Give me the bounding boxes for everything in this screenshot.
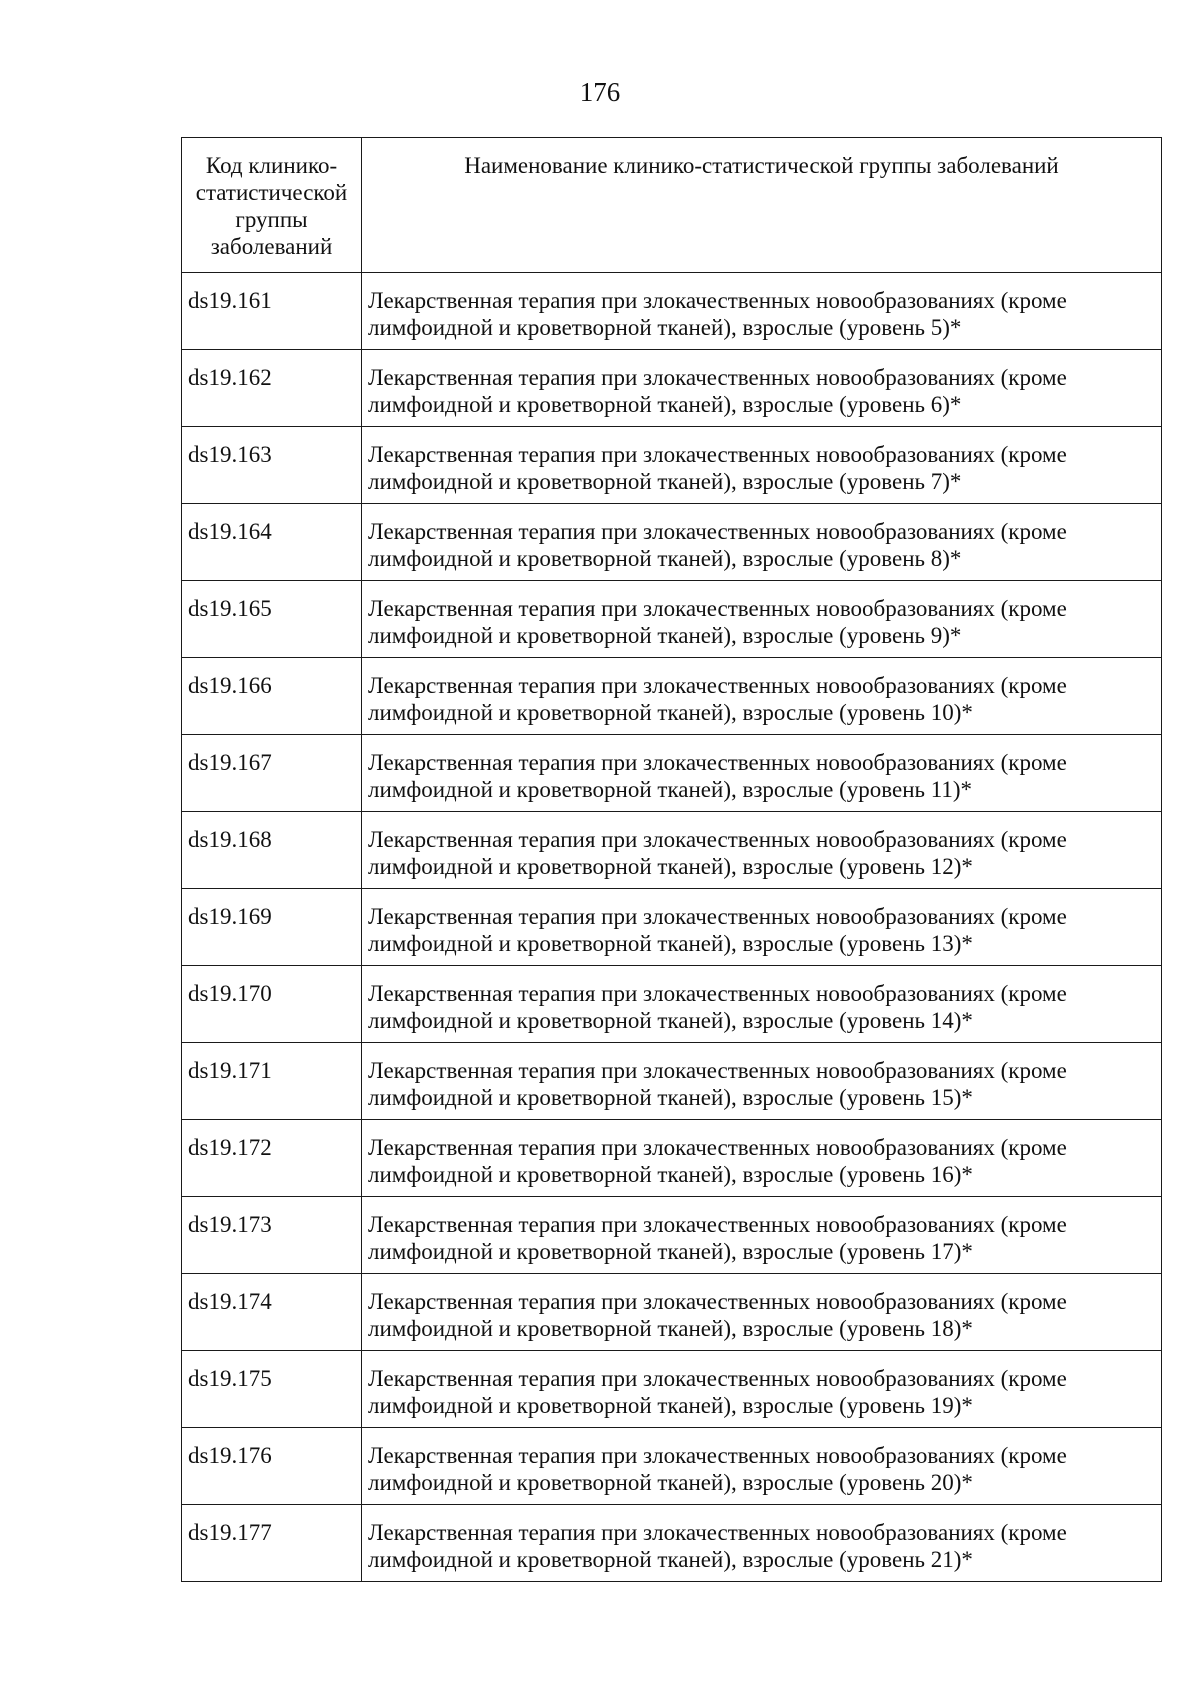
- row-code: ds19.174: [182, 1274, 362, 1351]
- row-name: Лекарственная терапия при злокачественных новообразованиях (кроме лимфоидной и кроветворной тканей), взрослые (уровень 9)*: [362, 581, 1162, 658]
- table-row: [182, 1197, 1162, 1274]
- table-row: [182, 966, 1162, 1043]
- table-row: [182, 1120, 1162, 1197]
- row-code: ds19.164: [182, 504, 362, 581]
- row-code: ds19.161: [182, 273, 362, 350]
- kpg-table: [181, 137, 1162, 1582]
- row-name: Лекарственная терапия при злокачественных новообразованиях (кроме лимфоидной и кроветворной тканей), взрослые (уровень 5)*: [362, 273, 1162, 350]
- table-row: [182, 889, 1162, 966]
- row-code: ds19.165: [182, 581, 362, 658]
- table-row: [182, 1351, 1162, 1428]
- row-code: ds19.171: [182, 1043, 362, 1120]
- row-name: Лекарственная терапия при злокачественных новообразованиях (кроме лимфоидной и кроветворной тканей), взрослые (уровень 20)*: [362, 1428, 1162, 1505]
- table-row: [182, 581, 1162, 658]
- table-row: [182, 504, 1162, 581]
- row-name: Лекарственная терапия при злокачественных новообразованиях (кроме лимфоидной и кроветворной тканей), взрослые (уровень 21)*: [362, 1505, 1162, 1582]
- page-number: 176: [579, 77, 621, 107]
- table-row: [182, 273, 1162, 350]
- row-name: Лекарственная терапия при злокачественных новообразованиях (кроме лимфоидной и кроветворной тканей), взрослые (уровень 11)*: [362, 735, 1162, 812]
- table-header-row: [182, 138, 1162, 273]
- row-code: ds19.176: [182, 1428, 362, 1505]
- table-body: [182, 273, 1162, 1582]
- row-code: ds19.175: [182, 1351, 362, 1428]
- row-name: Лекарственная терапия при злокачественных новообразованиях (кроме лимфоидной и кроветворной тканей), взрослые (уровень 10)*: [362, 658, 1162, 735]
- row-name: Лекарственная терапия при злокачественных новообразованиях (кроме лимфоидной и кроветворной тканей), взрослые (уровень 13)*: [362, 889, 1162, 966]
- table-header: [182, 138, 1162, 273]
- row-code: ds19.163: [182, 427, 362, 504]
- table-row: [182, 812, 1162, 889]
- row-code: ds19.162: [182, 350, 362, 427]
- row-code: ds19.166: [182, 658, 362, 735]
- row-name: Лекарственная терапия при злокачественных новообразованиях (кроме лимфоидной и кроветворной тканей), взрослые (уровень 19)*: [362, 1351, 1162, 1428]
- row-code: ds19.169: [182, 889, 362, 966]
- row-name: Лекарственная терапия при злокачественных новообразованиях (кроме лимфоидной и кроветворной тканей), взрослые (уровень 12)*: [362, 812, 1162, 889]
- row-code: ds19.172: [182, 1120, 362, 1197]
- row-name: Лекарственная терапия при злокачественных новообразованиях (кроме лимфоидной и кроветворной тканей), взрослые (уровень 17)*: [362, 1197, 1162, 1274]
- row-name: Лекарственная терапия при злокачественных новообразованиях (кроме лимфоидной и кроветворной тканей), взрослые (уровень 8)*: [362, 504, 1162, 581]
- header-code: Код клинико-статистической группы заболеваний: [182, 138, 362, 273]
- row-name: Лекарственная терапия при злокачественных новообразованиях (кроме лимфоидной и кроветворной тканей), взрослые (уровень 18)*: [362, 1274, 1162, 1351]
- row-code: ds19.168: [182, 812, 362, 889]
- row-code: ds19.170: [182, 966, 362, 1043]
- table-row: [182, 735, 1162, 812]
- table-row: [182, 1428, 1162, 1505]
- row-code: ds19.177: [182, 1505, 362, 1582]
- row-name: Лекарственная терапия при злокачественных новообразованиях (кроме лимфоидной и кроветворной тканей), взрослые (уровень 15)*: [362, 1043, 1162, 1120]
- table-row: [182, 350, 1162, 427]
- table-row: [182, 1043, 1162, 1120]
- row-name: Лекарственная терапия при злокачественных новообразованиях (кроме лимфоидной и кроветворной тканей), взрослые (уровень 16)*: [362, 1120, 1162, 1197]
- row-name: Лекарственная терапия при злокачественных новообразованиях (кроме лимфоидной и кроветворной тканей), взрослые (уровень 6)*: [362, 350, 1162, 427]
- row-code: ds19.173: [182, 1197, 362, 1274]
- row-name: Лекарственная терапия при злокачественных новообразованиях (кроме лимфоидной и кроветворной тканей), взрослые (уровень 7)*: [362, 427, 1162, 504]
- table-row: [182, 658, 1162, 735]
- header-name: Наименование клинико-статистической группы заболеваний: [362, 138, 1162, 273]
- row-code: ds19.167: [182, 735, 362, 812]
- table-row: [182, 427, 1162, 504]
- row-name: Лекарственная терапия при злокачественных новообразованиях (кроме лимфоидной и кроветворной тканей), взрослые (уровень 14)*: [362, 966, 1162, 1043]
- table-row: [182, 1505, 1162, 1582]
- table-row: [182, 1274, 1162, 1351]
